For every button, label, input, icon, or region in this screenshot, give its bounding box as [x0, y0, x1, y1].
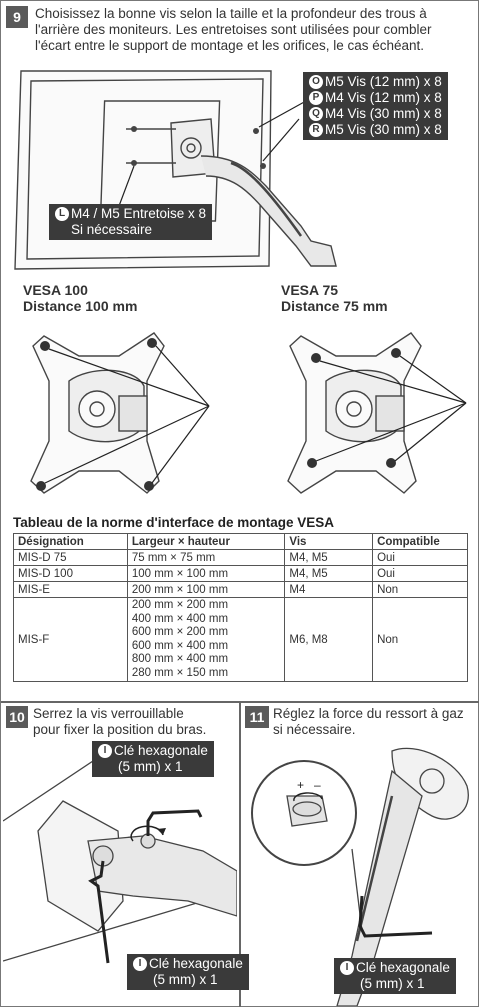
table-header-row — [14, 534, 468, 550]
letter-i-icon: I — [133, 957, 147, 971]
screw-item: Q M4 Vis (30 mm) x 8 — [309, 106, 442, 122]
step-9-text — [35, 6, 475, 54]
letter-l-icon: L — [55, 207, 69, 221]
letter-p-icon: P — [309, 91, 323, 105]
hex-key-label-bottom: I Clé hexagonale (5 mm) x 1 — [127, 954, 249, 990]
step-10-number: 10 — [6, 706, 28, 728]
table-row: MIS-D 100 100 mm × 100 mm M4, M5 Oui — [14, 566, 468, 582]
letter-o-icon: O — [309, 75, 323, 89]
vesa-table-title: Tableau de la norme d'interface de montage VESA — [13, 515, 335, 530]
step-9-text-line: l'arrière des moniteurs. Les entretoises sont utilisées pour combler — [35, 22, 432, 37]
table-row: MIS-F 200 mm × 200 mm 400 mm × 400 mm 600 mm × 200 mm 600 mm × 400 mm 800 mm × 400 mm 280 mm × 150 mm M6, M8 Non — [14, 598, 468, 682]
letter-i-icon: I — [340, 961, 354, 975]
table-row: MIS-D 75 75 mm × 75 mm M4, M5 Oui — [14, 550, 468, 566]
step-10-text: Serrez la vis verrouillable pour fixer la position du bras. — [33, 706, 207, 737]
screw-list — [303, 72, 448, 140]
dial-plus-sign: + — [297, 778, 305, 792]
column-header-vis: Vis — [285, 534, 373, 550]
dial-minus-sign: – — [314, 778, 321, 792]
spacer-label: L M4 / M5 Entretoise x 8 Si nécessaire — [49, 204, 212, 240]
letter-r-icon: R — [309, 123, 323, 137]
hex-key-label-top: I Clé hexagonale (5 mm) x 1 — [92, 741, 214, 777]
vesa-75-plate-illustration — [276, 321, 476, 506]
step-9-text-line: l'écart entre le support de montage et les orifices, le cas échéant. — [35, 38, 425, 53]
column-header-designation: Désignation — [14, 534, 128, 550]
screw-item: O M5 Vis (12 mm) x 8 — [309, 74, 442, 90]
step-9-number: 9 — [6, 6, 28, 28]
vesa-100-plate-illustration — [19, 321, 219, 506]
screw-item: R M5 Vis (30 mm) x 8 — [309, 122, 442, 138]
step-9-text-line: Choisissez la bonne vis selon la taille et la profondeur des trous à — [35, 6, 427, 21]
letter-q-icon: Q — [309, 107, 323, 121]
step-11-text: Réglez la force du ressort à gaz si nécessaire. — [273, 706, 464, 737]
letter-i-icon: I — [98, 744, 112, 758]
table-row: MIS-E 200 mm × 100 mm M4 Non — [14, 582, 468, 598]
hex-key-label-step-11: I Clé hexagonale (5 mm) x 1 — [334, 958, 456, 994]
screw-item: P M4 Vis (12 mm) x 8 — [309, 90, 442, 106]
step-11-number: 11 — [245, 706, 269, 728]
vesa-75-label: VESA 75 Distance 75 mm — [281, 282, 388, 314]
column-header-compatible: Compatible — [373, 534, 468, 550]
vesa-table — [13, 533, 468, 682]
vesa-100-label: VESA 100 Distance 100 mm — [23, 282, 138, 314]
column-header-size: Largeur × hauteur — [127, 534, 285, 550]
